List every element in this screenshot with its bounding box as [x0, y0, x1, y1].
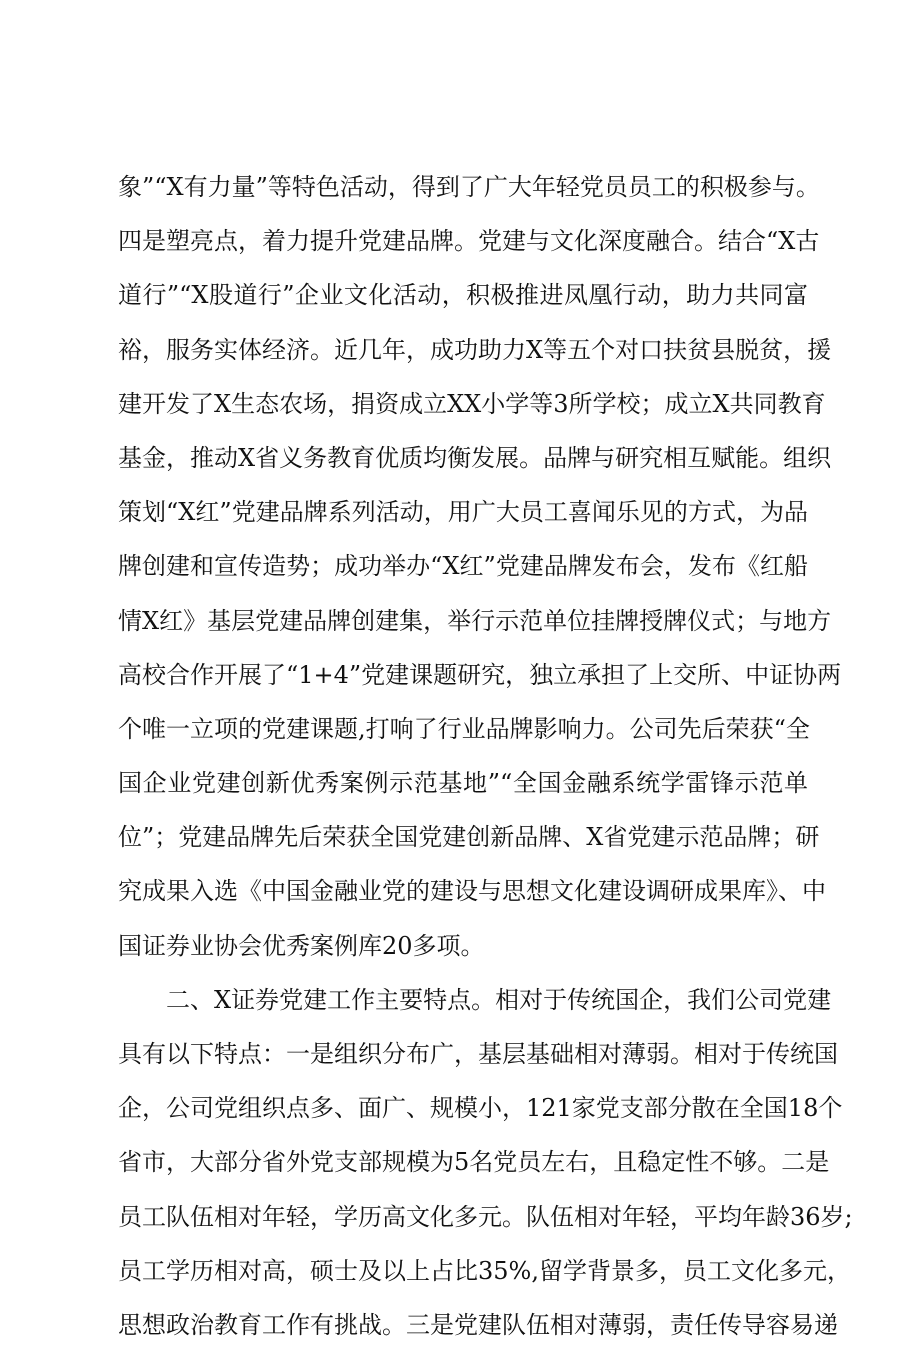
text-line: 国证券业协会优秀案例库20多项。 [118, 931, 485, 960]
text-line: 情X红》基层党建品牌创建集，举行示范单位挂牌授牌仪式；与地方 [118, 606, 832, 635]
text-line: 思想政治教育工作有挑战。三是党建队伍相对薄弱，责任传导容易递 [118, 1310, 838, 1339]
text-line: 四是塑亮点，着力提升党建品牌。党建与文化深度融合。结合“X古 [118, 227, 820, 256]
paragraph-1 [118, 160, 842, 973]
paragraph-2 [118, 973, 853, 1352]
text-line: 具有以下特点：一是组织分布广，基层基础相对薄弱。相对于传统国 [118, 1040, 838, 1068]
text-line: 牌创建和宣传造势；成功举办“X红”党建品牌发布会，发布《红船 [118, 552, 808, 581]
document-body [118, 160, 853, 1352]
text-line: 个唯一立项的党建课题,打响了行业品牌影响力。公司先后荣获“全 [118, 714, 810, 743]
text-line: 员工学历相对高，硕士及以上占比35%,留学背景多，员工文化多元， [118, 1256, 851, 1285]
text-line: 位”；党建品牌先后荣获全国党建创新品牌、X省党建示范品牌；研 [118, 823, 820, 852]
text-line: 道行”“X股道行”企业文化活动，积极推进凤凰行动，助力共同富 [118, 281, 808, 310]
text-line: 基金，推动X省义务教育优质均衡发展。品牌与研究相互赋能。组织 [118, 443, 832, 472]
text-line: 策划“X红”党建品牌系列活动，用广大员工喜闻乐见的方式，为品 [118, 498, 808, 527]
text-line: 象”“X有力量”等特色活动，得到了广大年轻党员员工的积极参与。 [118, 173, 820, 201]
text-line: 究成果入选《中国金融业党的建设与思想文化建设调研成果库》、中 [118, 877, 826, 906]
text-line: 省市，大部分省外党支部规模为5名党员左右，且稳定性不够。二是 [118, 1148, 830, 1177]
text-line: 高校合作开展了“1+4”党建课题研究，独立承担了上交所、中证协两 [118, 660, 842, 689]
text-line: 裕，服务实体经济。近几年，成功助力X等五个对口扶贫县脱贫，援 [118, 335, 832, 364]
text-line: 国企业党建创新优秀案例示范基地”“全国金融系统学雷锋示范单 [118, 769, 808, 798]
text-line: 员工队伍相对年轻，学历高文化多元。队伍相对年轻，平均年龄36岁; [118, 1202, 853, 1231]
text-line: 建开发了X生态农场，捐资成立XX小学等3所学校；成立X共同教育 [118, 389, 826, 418]
text-line: 企，公司党组织点多、面广、规模小，121家党支部分散在全国18个 [118, 1094, 843, 1123]
text-line: 二、X证券党建工作主要特点。相对于传统国企，我们公司党建 [166, 985, 832, 1014]
